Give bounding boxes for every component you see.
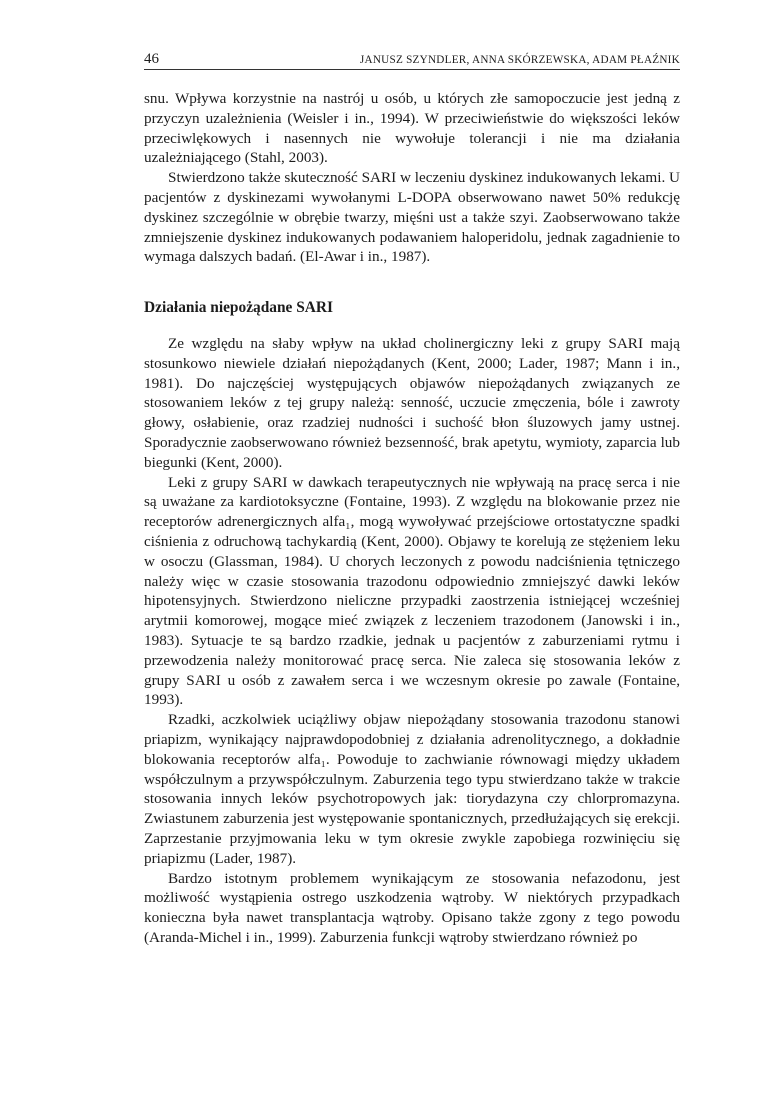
- paragraph: Bardzo istotnym problemem wynikającym ze stosowania nefazodonu, jest możliwość wystąpienia ostrego uszkodzenia wątroby. W niektórych przypadkach konieczna była nawet transplantacja wątroby. Opisano także zgony z tego powodu (Aranda-Michel i in., 1999). Zaburzenia funkcji wątroby stwierdzano również po: [144, 869, 680, 946]
- paragraph: Ze względu na słaby wpływ na układ cholinergiczny leki z grupy SARI mają stosunkowo niewiele działań niepożądanych (Kent, 2000; Lader, 1987; Mann i in., 1981). Do najczęściej występujących objawów niepożądanych związanych ze stosowaniem leków z tej grupy należą: senność, uczucie zmęczenia, bóle i zawroty głowy, osłabienie, oraz rzadziej nudności i suchość błon śluzowych jamy ustnej. Sporadycznie zaobserwowano również bezsenność, brak apetytu, wymioty, zaparcia lub biegunki (Kent, 2000).: [144, 335, 680, 471]
- section-heading: Działania niepożądane SARI: [144, 299, 333, 316]
- page-number: 46: [144, 51, 159, 67]
- running-head: JANUSZ SZYNDLER, ANNA SKÓRZEWSKA, ADAM PŁAŹNIK: [359, 54, 680, 66]
- page-content: [144, 89, 681, 946]
- paragraph: Leki z grupy SARI w dawkach terapeutycznych nie wpływają na pracę serca i nie są uważane za kardiotoksyczne (Fontaine, 1993). Z względu na blokowanie przez nie receptorów adrenergicznych alfa₁, mogą wywoływać przejściowe ortostatyczne spadki ciśnienia z odruchową tachykardią (Kent, 2000). Objawy te korelują ze stężeniem leku w osoczu (Glassman, 1984). U chorych leczonych z powodu nadciśnienia tętniczego należy więc w czasie stosowania trazodonu odpowiednio zmniejszyć dawki leków hipotensyjnych. Stwierdzono nieliczne przypadki zaostrzenia istniejącej wcześniej arytmii komorowej, mogące mieć związek z leczeniem trazodonem (Janowski i in., 1983). Sytuacje te są bardzo rzadkie, jednak u pacjentów z zaburzeniami rytmu i przewodzenia należy monitorować pracę serca. Nie zaleca się stosowania leków z grupy SARI u osób z zawałem serca i we wczesnym okresie po zawale (Fontaine, 1993).: [144, 473, 680, 709]
- paragraph: snu. Wpływa korzystnie na nastrój u osób, u których złe samopoczucie jest jedną z przyczyn uzależnienia (Weisler i in., 1994). W przeciwieństwie do większości leków przeciwlękowych i nasennych nie wywołuje tolerancji i nie ma działania uzależniającego (Stahl, 2003).: [144, 90, 680, 167]
- page-header: [144, 50, 680, 70]
- section-body: [144, 334, 680, 948]
- paragraph: Stwierdzono także skuteczność SARI w leczeniu dyskinez indukowanych lekami. U pacjentów z dyskinezami wywołanymi L-DOPA obserwowano nawet 50% redukcję dyskinez szczególnie w obrębie twarzy, mięśni ust a także szyi. Zaobserwowano także zmniejszenie dyskinez indukowanych podawaniem haloperidolu, jednak zagadnienie to wymaga dalszych badań. (El-Awar i in., 1987).: [144, 169, 681, 266]
- paragraph: Rzadki, aczkolwiek uciążliwy objaw niepożądany stosowania trazodonu stanowi priapizm, wynikający najprawdopodobniej z działania adrenolitycznego, a dokładnie blokowania receptorów alfa₁. Powoduje to zachwianie równowagi między układem współczulnym a przywspółczulnym. Zaburzenia tego typu stwierdzano także w trakcie stosowania innych leków psychotropowych jak: tiorydazyna czy chlorpromazyna. Zwiastunem zaburzenia jest występowanie spontanicznych, przedłużających się erekcji. Zaprzestanie przyjmowania leku w tym okresie zwykle zapobiega rozwinięciu się priapizmu (Lader, 1987).: [144, 711, 680, 867]
